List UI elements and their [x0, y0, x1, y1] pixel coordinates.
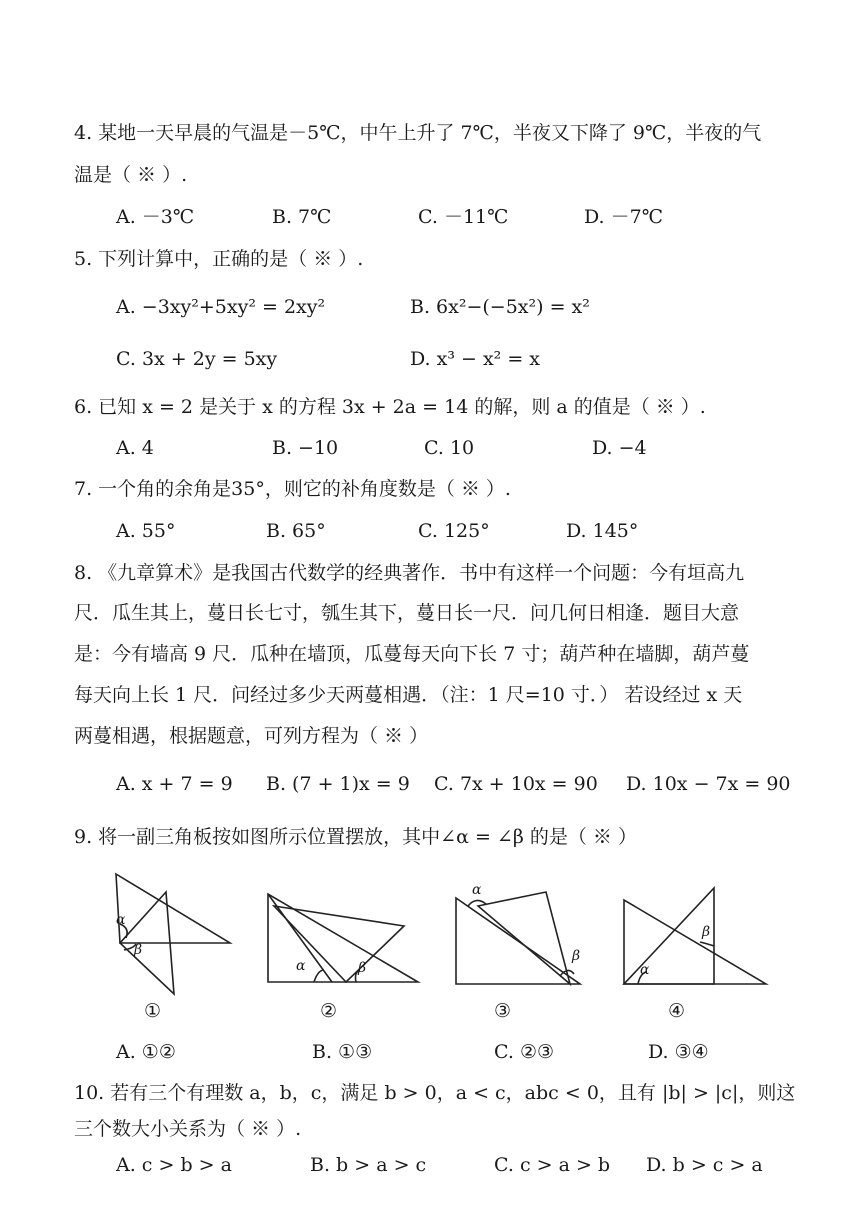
q4-option-d: D. －7℃ — [584, 206, 663, 228]
q10-option-b: B. b > a > c — [310, 1154, 427, 1176]
figure-3-label: ③ — [494, 1000, 512, 1022]
q7-stem: 7. 一个角的余角是35°，则它的补角度数是（ ※ ）. — [74, 478, 511, 500]
q10-option-d: D. b > c > a — [646, 1154, 763, 1176]
figure-1-label: ① — [144, 1000, 162, 1022]
q9-stem: 9. 将一副三角板按如图所示位置摆放，其中∠α = ∠β 的是（ ※ ） — [74, 826, 637, 848]
q8-option-d: D. 10x − 7x = 90 — [626, 773, 791, 795]
figure-3-beta-label: β — [572, 948, 581, 964]
figure-4-alpha-label: α — [640, 962, 650, 978]
q8-stem-line1: 8. 《九章算术》是我国古代数学的经典著作．书中有这样一个问题：今有垣高九 — [74, 562, 745, 584]
q8-stem-line2: 尺．瓜生其上，蔓日长七寸，瓠生其下，蔓日长一尺．问几何日相逢．题目大意 — [74, 602, 740, 624]
figure-4-label: ④ — [668, 1000, 686, 1022]
figure-1-alpha-label: α — [116, 912, 126, 928]
figure-3-diagram — [448, 878, 588, 990]
q8-stem-line3: 是：今有墙高 9 尺．瓜种在墙顶，瓜蔓每天向下长 7 寸；葫芦种在墙脚，葫芦蔓 — [74, 643, 750, 665]
q7-option-c: C. 125° — [418, 520, 490, 542]
q9-option-c: C. ②③ — [494, 1041, 555, 1063]
q4-option-a: A. －3℃ — [116, 206, 195, 228]
q5-stem: 5. 下列计算中，正确的是（ ※ ）. — [74, 248, 364, 270]
q9-option-d: D. ③④ — [648, 1041, 709, 1063]
q8-option-c: C. 7x + 10x = 90 — [434, 773, 598, 795]
q8-option-a: A. x + 7 = 9 — [116, 773, 233, 795]
figure-4-beta-label: β — [702, 924, 711, 940]
q6-option-d: D. −4 — [592, 437, 647, 459]
q9-option-a: A. ①② — [116, 1041, 176, 1063]
q7-option-a: A. 55° — [116, 520, 176, 542]
figure-2-beta-label: β — [358, 960, 367, 976]
q5-option-d: D. x³ − x² = x — [410, 348, 541, 370]
q9-option-b: B. ①③ — [312, 1041, 373, 1063]
q4-option-b: B. 7℃ — [272, 206, 332, 228]
q4-option-c: C. －11℃ — [418, 206, 509, 228]
q10-option-c: C. c > a > b — [494, 1154, 611, 1176]
figure-3-alpha-label: α — [472, 882, 482, 898]
q5-option-a: A. −3xy²+5xy² = 2xy² — [116, 296, 326, 318]
figure-1-diagram — [110, 868, 240, 998]
q6-option-a: A. 4 — [116, 437, 154, 459]
figure-2-diagram — [262, 888, 422, 988]
q4-stem-line1: 4. 某地一天早晨的气温是－5℃，中午上升了 7℃，半夜又下降了 9℃，半夜的气 — [74, 122, 762, 144]
q6-option-c: C. 10 — [424, 437, 475, 459]
q5-option-c: C. 3x + 2y = 5xy — [116, 348, 278, 370]
q6-option-b: B. −10 — [272, 437, 339, 459]
q6-stem: 6. 已知 x = 2 是关于 x 的方程 3x + 2a = 14 的解，则 a 的值是（ ※ ）. — [74, 396, 706, 418]
q5-option-b: B. 6x²−(−5x²) = x² — [410, 296, 590, 318]
q4-stem-line2: 温是（ ※ ）. — [74, 164, 188, 186]
q10-option-a: A. c > b > a — [116, 1154, 232, 1176]
figure-1-beta-label: β — [134, 942, 143, 958]
q8-stem-line4: 每天向上长 1 尺．问经过多少天两蔓相遇．（注：1 尺=10 寸．） 若设经过 x 天 — [74, 684, 743, 706]
q7-option-b: B. 65° — [266, 520, 326, 542]
figure-2-label: ② — [320, 1000, 338, 1022]
q8-option-b: B. (7 + 1)x = 9 — [266, 773, 410, 795]
q10-stem-line2: 三个数大小关系为（ ※ ）. — [74, 1118, 302, 1140]
q8-stem-line5: 两蔓相遇，根据题意，可列方程为（ ※ ） — [74, 725, 429, 747]
q7-option-d: D. 145° — [566, 520, 639, 542]
figure-2-alpha-label: α — [296, 958, 306, 974]
q10-stem-line1: 10. 若有三个有理数 a，b，c，满足 b > 0，a < c，abc < 0，且有 |b| > |c|，则这 — [74, 1082, 796, 1104]
